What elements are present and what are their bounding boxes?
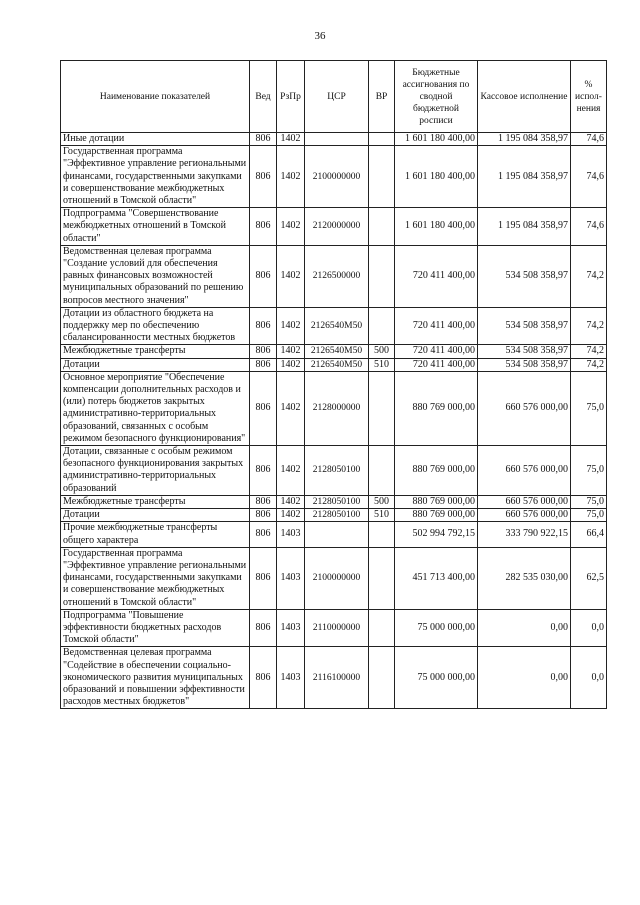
- row-name: Дотации, связанные с особым режимом безопасного функционирования закрытых административно-территориальных образований: [61, 446, 250, 496]
- row-cash: 534 508 358,97: [478, 307, 571, 345]
- row-rzpr: 1402: [277, 358, 305, 371]
- row-ved: 806: [250, 133, 277, 146]
- header-row: [61, 61, 607, 133]
- header-budget: Бюджетные ассигнования по сводной бюджетной росписи: [395, 61, 478, 133]
- table-row: [61, 358, 607, 371]
- header-name: Наименование показателей: [61, 61, 250, 133]
- row-name: Иные дотации: [61, 133, 250, 146]
- row-vr: 500: [369, 345, 395, 358]
- row-percent: 74,2: [571, 307, 607, 345]
- row-vr: [369, 245, 395, 307]
- row-name: Дотации из областного бюджета на поддержку мер по обеспечению сбалансированности местных бюджетов: [61, 307, 250, 345]
- row-budget: 720 411 400,00: [395, 307, 478, 345]
- row-vr: 510: [369, 509, 395, 522]
- row-percent: 75,0: [571, 371, 607, 445]
- row-vr: [369, 208, 395, 246]
- row-cash: 660 576 000,00: [478, 509, 571, 522]
- row-percent: 66,4: [571, 522, 607, 547]
- row-budget: 451 713 400,00: [395, 547, 478, 609]
- row-name: Подпрограмма "Совершенствование межбюджетных отношений в Томской области": [61, 208, 250, 246]
- row-rzpr: 1402: [277, 446, 305, 496]
- row-csr: 2126540М50: [305, 345, 369, 358]
- row-ved: 806: [250, 609, 277, 647]
- row-csr: 2116100000: [305, 647, 369, 709]
- table-row: [61, 609, 607, 647]
- row-cash: 534 508 358,97: [478, 345, 571, 358]
- table-row: [61, 509, 607, 522]
- row-ved: 806: [250, 647, 277, 709]
- header-percent: % испол-нения: [571, 61, 607, 133]
- row-percent: 74,6: [571, 146, 607, 208]
- row-vr: [369, 647, 395, 709]
- row-csr: 2100000000: [305, 547, 369, 609]
- header-vr: ВР: [369, 61, 395, 133]
- row-budget: 880 769 000,00: [395, 371, 478, 445]
- row-rzpr: 1402: [277, 495, 305, 508]
- row-budget: 880 769 000,00: [395, 446, 478, 496]
- header-cash: Кассовое исполнение: [478, 61, 571, 133]
- row-ved: 806: [250, 307, 277, 345]
- row-budget: 1 601 180 400,00: [395, 133, 478, 146]
- row-cash: 660 576 000,00: [478, 371, 571, 445]
- row-cash: 282 535 030,00: [478, 547, 571, 609]
- row-csr: [305, 133, 369, 146]
- header-rzpr: РзПр: [277, 61, 305, 133]
- table-row: [61, 245, 607, 307]
- row-budget: 502 994 792,15: [395, 522, 478, 547]
- row-rzpr: 1402: [277, 245, 305, 307]
- row-budget: 75 000 000,00: [395, 647, 478, 709]
- row-csr: 2126500000: [305, 245, 369, 307]
- row-rzpr: 1403: [277, 609, 305, 647]
- row-percent: 74,6: [571, 208, 607, 246]
- row-ved: 806: [250, 245, 277, 307]
- row-percent: 74,2: [571, 245, 607, 307]
- table-row: [61, 307, 607, 345]
- row-name: Дотации: [61, 509, 250, 522]
- row-percent: 62,5: [571, 547, 607, 609]
- row-csr: 2126540М50: [305, 307, 369, 345]
- row-percent: 75,0: [571, 495, 607, 508]
- row-vr: [369, 522, 395, 547]
- row-csr: 2128050100: [305, 495, 369, 508]
- table-row: [61, 495, 607, 508]
- row-vr: [369, 609, 395, 647]
- row-rzpr: 1402: [277, 208, 305, 246]
- row-rzpr: 1402: [277, 509, 305, 522]
- row-budget: 880 769 000,00: [395, 509, 478, 522]
- budget-table: [60, 60, 607, 709]
- row-name: Межбюджетные трансферты: [61, 345, 250, 358]
- row-name: Государственная программа "Эффективное управление региональными финансами, государственными закупками и совершенствование межбюджетных отношений в Томской области": [61, 146, 250, 208]
- row-name: Прочие межбюджетные трансферты общего характера: [61, 522, 250, 547]
- row-ved: 806: [250, 208, 277, 246]
- row-budget: 880 769 000,00: [395, 495, 478, 508]
- table-row: [61, 522, 607, 547]
- row-rzpr: 1403: [277, 647, 305, 709]
- row-rzpr: 1402: [277, 307, 305, 345]
- row-cash: 333 790 922,15: [478, 522, 571, 547]
- row-csr: 2128000000: [305, 371, 369, 445]
- page-number: 36: [314, 30, 326, 42]
- row-percent: 75,0: [571, 446, 607, 496]
- row-budget: 720 411 400,00: [395, 245, 478, 307]
- row-rzpr: 1402: [277, 146, 305, 208]
- row-ved: 806: [250, 371, 277, 445]
- row-rzpr: 1402: [277, 371, 305, 445]
- row-cash: 660 576 000,00: [478, 495, 571, 508]
- table-row: [61, 446, 607, 496]
- table-row: [61, 133, 607, 146]
- table-row: [61, 146, 607, 208]
- row-cash: 534 508 358,97: [478, 245, 571, 307]
- row-vr: [369, 133, 395, 146]
- row-csr: 2128050100: [305, 509, 369, 522]
- row-ved: 806: [250, 345, 277, 358]
- row-cash: 1 195 084 358,97: [478, 208, 571, 246]
- row-cash: 1 195 084 358,97: [478, 133, 571, 146]
- row-vr: 500: [369, 495, 395, 508]
- row-cash: 0,00: [478, 609, 571, 647]
- row-vr: [369, 547, 395, 609]
- row-ved: 806: [250, 358, 277, 371]
- row-csr: [305, 522, 369, 547]
- row-csr: 2100000000: [305, 146, 369, 208]
- row-percent: 0,0: [571, 609, 607, 647]
- row-cash: 1 195 084 358,97: [478, 146, 571, 208]
- row-ved: 806: [250, 146, 277, 208]
- table-row: [61, 208, 607, 246]
- row-percent: 74,2: [571, 358, 607, 371]
- row-budget: 1 601 180 400,00: [395, 146, 478, 208]
- row-vr: [369, 146, 395, 208]
- table-row: [61, 345, 607, 358]
- row-rzpr: 1402: [277, 133, 305, 146]
- row-ved: 806: [250, 547, 277, 609]
- row-vr: 510: [369, 358, 395, 371]
- row-ved: 806: [250, 495, 277, 508]
- row-budget: 75 000 000,00: [395, 609, 478, 647]
- row-ved: 806: [250, 446, 277, 496]
- row-percent: 75,0: [571, 509, 607, 522]
- row-csr: 2110000000: [305, 609, 369, 647]
- row-csr: 2126540М50: [305, 358, 369, 371]
- row-rzpr: 1403: [277, 547, 305, 609]
- row-vr: [369, 446, 395, 496]
- row-name: Ведомственная целевая программа "Содействие в обеспечении социально-экономического развития муниципальных образований и повышении эффективности расходов местных бюджетов": [61, 647, 250, 709]
- row-name: Государственная программа "Эффективное управление региональными финансами, государственными закупками и совершенствование межбюджетных отношений в Томской области": [61, 547, 250, 609]
- row-cash: 534 508 358,97: [478, 358, 571, 371]
- row-cash: 0,00: [478, 647, 571, 709]
- row-name: Подпрограмма "Повышение эффективности бюджетных расходов Томской области": [61, 609, 250, 647]
- row-percent: 74,6: [571, 133, 607, 146]
- row-csr: 2128050100: [305, 446, 369, 496]
- row-rzpr: 1402: [277, 345, 305, 358]
- header-csr: ЦСР: [305, 61, 369, 133]
- row-budget: 720 411 400,00: [395, 358, 478, 371]
- row-name: Межбюджетные трансферты: [61, 495, 250, 508]
- header-ved: Вед: [250, 61, 277, 133]
- row-name: Дотации: [61, 358, 250, 371]
- row-name: Основное мероприятие "Обеспечение компенсации дополнительных расходов и (или) потерь бюджетов закрытых административно-территориальных образований, связанных с особым режимом безопасного функционирования": [61, 371, 250, 445]
- row-vr: [369, 371, 395, 445]
- table-row: [61, 547, 607, 609]
- table-row: [61, 371, 607, 445]
- row-name: Ведомственная целевая программа "Создание условий для обеспечения равных финансовых возможностей муниципальных образований по решению вопросов местного значения": [61, 245, 250, 307]
- row-cash: 660 576 000,00: [478, 446, 571, 496]
- table-row: [61, 647, 607, 709]
- row-budget: 720 411 400,00: [395, 345, 478, 358]
- row-ved: 806: [250, 509, 277, 522]
- row-budget: 1 601 180 400,00: [395, 208, 478, 246]
- row-percent: 74,2: [571, 345, 607, 358]
- row-percent: 0,0: [571, 647, 607, 709]
- row-ved: 806: [250, 522, 277, 547]
- row-vr: [369, 307, 395, 345]
- row-csr: 2120000000: [305, 208, 369, 246]
- row-rzpr: 1403: [277, 522, 305, 547]
